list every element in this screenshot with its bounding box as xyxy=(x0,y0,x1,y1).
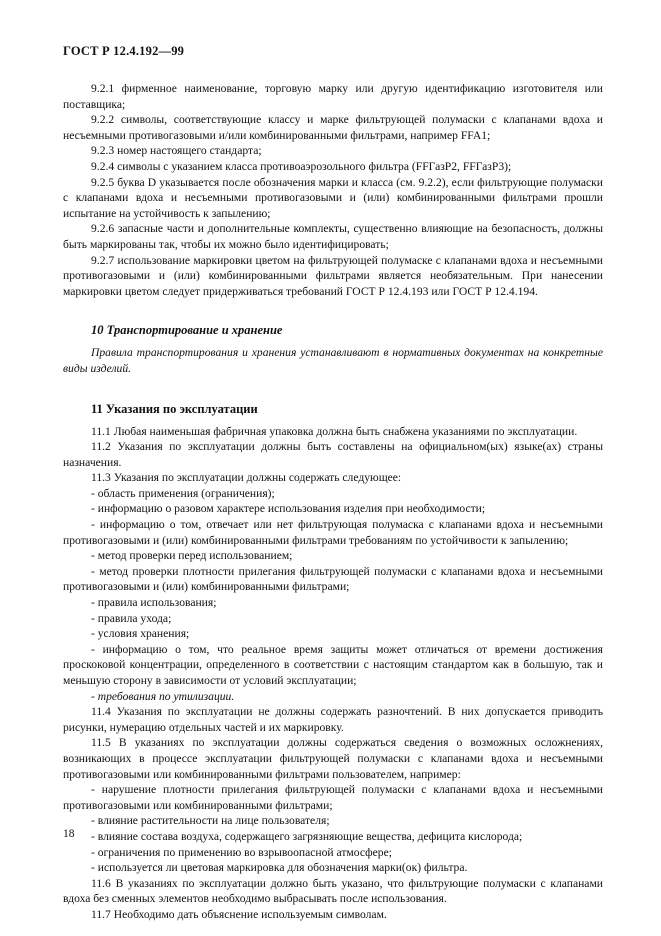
section-11-title: 11 Указания по эксплуатации xyxy=(91,401,258,416)
clause-11-6: 11.6 В указаниях по эксплуатации должно быть указано, что фильтрующие полумаски с клапанами вдоха без сменных элементов необходимо выбрасывать после использования. xyxy=(63,876,603,906)
section-11-body xyxy=(63,424,603,923)
clause-9-2-4: 9.2.4 символы с указанием класса противоаэрозольного фильтра (FFГазР2, FFГазР3); xyxy=(91,159,512,173)
clause-11-4: 11.4 Указания по эксплуатации не должны содержать разночтений. В них допускается приводить рисунки, нумерацию отдельных частей и их маркировку. xyxy=(63,705,603,734)
list-item: - информацию о том, отвечает или нет фильтрующая полумаска с клапанами вдоха и несъемными противогазовыми и (или) комбинированными фильтрами требованиям по устойчивости к запылению; xyxy=(63,518,603,547)
clause-11-3: 11.3 Указания по эксплуатации должны содержать следующее: xyxy=(91,471,402,485)
clause-11-1: 11.1 Любая наименьшая фабричная упаковка должна быть снабжена указаниями по эксплуатации. xyxy=(91,424,578,438)
list-item: - используется ли цветовая маркировка для обозначения марки(ок) фильтра. xyxy=(91,861,468,875)
list-item: - область применения (ограничения); xyxy=(91,486,275,500)
list-item: - метод проверки плотности прилегания фильтрующей полумаски с клапанами вдоха и несъемными противогазовыми и (или) комбинированными фильтрами; xyxy=(63,564,603,594)
list-item: - правила использования; xyxy=(91,596,217,610)
section-10-body xyxy=(63,345,603,376)
clause-9-2-5: 9.2.5 буква D указывается после обозначения марки и класса (см. 9.2.2), если фильтрующие полумаски с клапанами вдоха и несъемными противогазовыми и (или) комбинированными фильтрами прошли испытание на устойчивость к запылению; xyxy=(63,175,603,220)
clause-11-5: 11.5 В указаниях по эксплуатации должны содержаться сведения о возможных осложнениях, возникающих в процессе эксплуатации фильтрующей полумаски с клапанами вдоха и несъемными противогазовыми или комбинированными фильтрами пользователем, например: xyxy=(63,736,603,781)
list-item: - влияние состава воздуха, содержащего загрязняющие вещества, дефицита кислорода; xyxy=(91,829,523,843)
list-item: - информацию о том, что реальное время защиты может отличаться от времени достижения проскоковой концентрации, определенного в соответствии с настоящим стандартом как в большую, так и меньшую сторону в зависимости от условий эксплуатации; xyxy=(63,642,603,687)
list-item: - метод проверки перед использованием; xyxy=(91,549,293,563)
section-9-2-items xyxy=(63,81,603,299)
list-item: - ограничения по применению во взрывоопасной атмосфере; xyxy=(91,845,392,859)
list-item: - информацию о разовом характере использования изделия при необходимости; xyxy=(91,502,486,516)
clause-9-2-2: 9.2.2 символы, соответствующие классу и марке фильтрующей полумаски с клапанами вдоха и несъемными противогазовыми и/или комбинированными фильтрами, например FFA1; xyxy=(63,113,603,142)
list-item: - условия хранения; xyxy=(91,627,190,641)
page-number: 18 xyxy=(63,827,75,840)
document-header: ГОСТ Р 12.4.192—99 xyxy=(63,44,185,58)
clause-9-2-6: 9.2.6 запасные части и дополнительные комплекты, существенно влияющие на безопасность, должны быть маркированы так, чтобы их можно было идентифицировать; xyxy=(63,222,603,251)
list-item: - нарушение плотности прилегания фильтрующей полумаски с клапанами вдоха и несъемными противогазовыми или комбинированными фильтрами; xyxy=(63,783,603,812)
clause-11-7: 11.7 Необходимо дать объяснение используемым символам. xyxy=(91,907,387,921)
list-item: - влияние растительности на лице пользователя; xyxy=(91,814,330,828)
section-10-title: 10 Транспортирование и хранение xyxy=(91,323,283,338)
clause-11-2: 11.2 Указания по эксплуатации должны быть составлены на официальном(ых) языке(ах) страны назначения. xyxy=(63,440,603,469)
section-10-text: Правила транспортирования и хранения устанавливают в нормативных документах на конкретные виды изделий. xyxy=(63,346,603,375)
clause-9-2-7: 9.2.7 использование маркировки цветом на фильтрующей полумаске с клапанами вдоха и несъемными противогазовыми и (или) комбинированными фильтрами является необязательным. При нанесении маркировки цветом следует придерживаться требований ГОСТ Р 12.4.193 или ГОСТ Р 12.4.194. xyxy=(63,253,603,298)
list-item: - правила ухода; xyxy=(91,611,172,625)
list-item: - требования по утилизации. xyxy=(91,689,235,703)
clause-9-2-1: 9.2.1 фирменное наименование, торговую марку или другую идентификацию изготовителя или поставщика; xyxy=(63,82,603,111)
clause-9-2-3: 9.2.3 номер настоящего стандарта; xyxy=(91,144,262,158)
